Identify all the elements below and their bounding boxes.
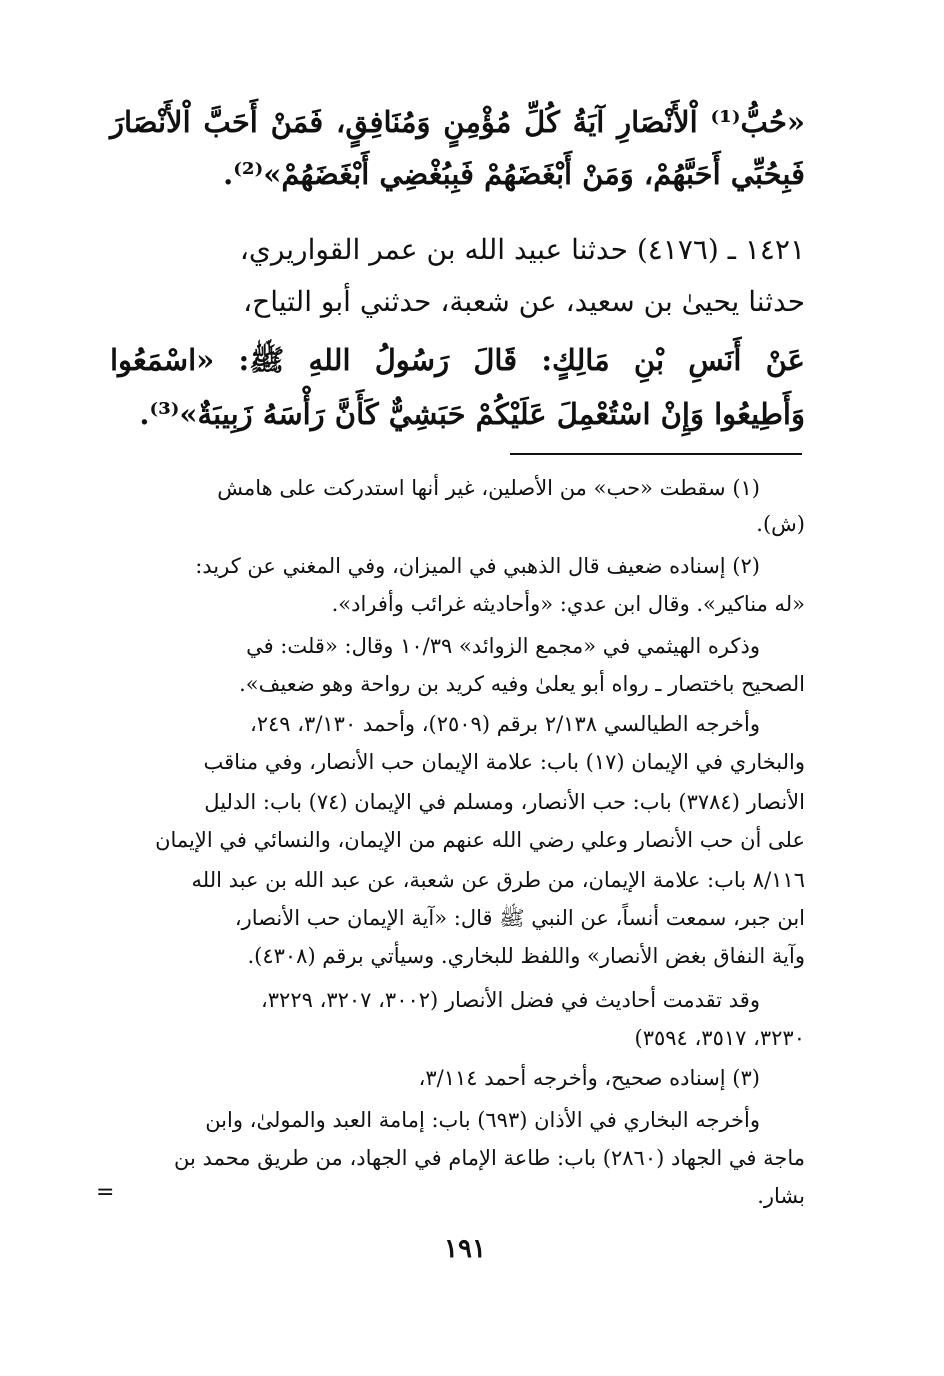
- hadith-1421-text-line-2: وَأَطِيعُوا وَإِنْ اسْتُعْمِلَ عَلَيْكُمْ حَبَشِيٌّ كَأَنَّ رَأْسَهُ زَبِيبَةٌ»⁽³⁾.: [139, 397, 805, 431]
- continuation-mark: =: [96, 1180, 115, 1205]
- footnote-line: (٣) إسناده صحيح، وأخرجه أحمد ٣/١١٤،: [418, 1066, 760, 1090]
- footnote-line: بشار.: [757, 1184, 805, 1208]
- footnote-line: على أن حب الأنصار وعلي رضي الله عنهم من الإيمان، والنسائي في الإيمان: [155, 828, 805, 852]
- hadith-1421-chain-line-1: ١٤٢١ ـ (٤١٧٦) حدثنا عبيد الله بن عمر القواريري،: [239, 233, 805, 266]
- footnote-line: والبخاري في الإيمان (١٧) باب: علامة الإيمان حب الأنصار، وفي مناقب: [203, 750, 805, 774]
- footnote-line: (٢) إسناده ضعيف قال الذهبي في الميزان، وفي المغني عن كريد:: [195, 554, 760, 578]
- footnote-line: (١) سقطت «حب» من الأصلين، غير أنها استدركت على هامش: [217, 476, 760, 500]
- footnote-line: الصحيح باختصار ـ رواه أبو يعلىٰ وفيه كريد بن رواحة وهو ضعيف».: [239, 672, 805, 696]
- footnote-line: وأخرجه الطيالسي ٢/١٣٨ برقم (٢٥٠٩)، وأحمد ٣/١٣٠، ٢٤٩،: [249, 712, 760, 736]
- footnote-line: ابن جبر، سمعت أنساً، عن النبي ﷺ قال: «آية الإيمان حب الأنصار،: [234, 906, 805, 930]
- page-number: ١٩١: [444, 1234, 486, 1264]
- footnote-line: «له مناكير». وقال ابن عدي: «وأحاديثه غرائب وأفراد».: [331, 592, 805, 616]
- footnote-divider: [510, 453, 802, 455]
- hadith-1421-chain-line-2: حدثنا يحيىٰ بن سعيد، عن شعبة، حدثني أبو التياح،: [243, 285, 805, 318]
- footnote-line: ماجة في الجهاد (٢٨٦٠) باب: طاعة الإمام في الجهاد، من طريق محمد بن: [174, 1146, 805, 1170]
- footnote-line: (ش).: [756, 512, 805, 536]
- footnote-line: وذكره الهيثمي في «مجمع الزوائد» ١٠/٣٩ وقال: «قلت: في: [246, 634, 760, 658]
- footnote-line: الأنصار (٣٧٨٤) باب: حب الأنصار، ومسلم في الإيمان (٧٤) باب: الدليل: [204, 790, 805, 814]
- footnote-line: ٣٢٣٠، ٣٥١٧، ٣٥٩٤): [634, 1026, 805, 1050]
- hadith-1421-text-line-1: عَنْ أَنَسِ بْنِ مَالِكٍ: قَالَ رَسُولُ اللهِ ﷺ: «اسْمَعُوا: [110, 343, 805, 377]
- footnote-line: وقد تقدمت أحاديث في فضل الأنصار (٣٠٠٢، ٣٢٠٧، ٣٢٢٩،: [260, 988, 760, 1012]
- footnote-line: وآية النفاق بغض الأنصار» واللفظ للبخاري. وسيأتي برقم (٤٣٠٨).: [247, 944, 805, 968]
- footnote-line: ٨/١١٦ باب: علامة الإيمان، من طرق عن شعبة، عن عبد الله بن عبد الله: [191, 868, 805, 892]
- hadith-1420-line-1: «حُبُّ⁽¹⁾ اْلأَنْصَارِ آيَةُ كُلِّ مُؤْمِنٍ وَمُنَافِقٍ، فَمَنْ أَحَبَّ اْلأَنْصَارَ: [110, 105, 805, 139]
- footnote-line: وأخرجه البخاري في الأذان (٦٩٣) باب: إمامة العبد والمولىٰ، وابن: [205, 1108, 760, 1132]
- hadith-1420-line-2: فَبِحُبِّي أَحَبَّهُمْ، وَمَنْ أَبْغَضَهُمْ فَبِبُغْضِي أَبْغَضَهُمْ»⁽²⁾.: [223, 157, 805, 191]
